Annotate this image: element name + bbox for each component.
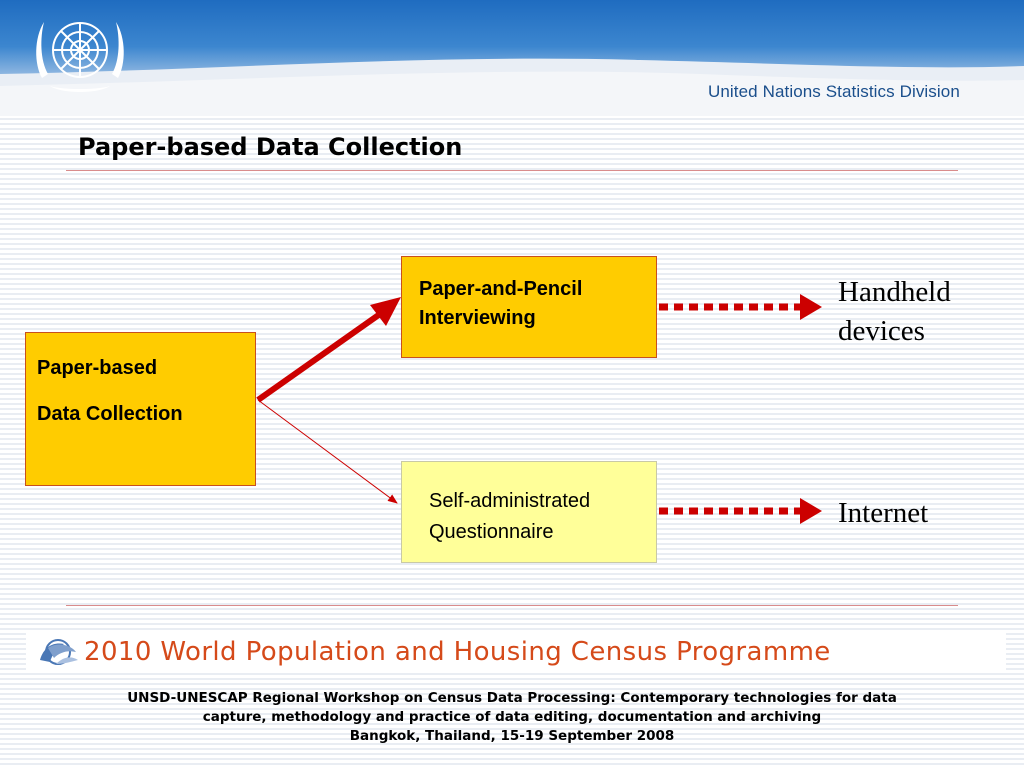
saq-label-line1: Self-administrated bbox=[429, 490, 591, 512]
handheld-line2: devices bbox=[838, 315, 925, 347]
arrow-to-papi bbox=[258, 297, 401, 400]
handheld-line1: Handheld bbox=[838, 276, 951, 308]
footer-divider bbox=[66, 605, 958, 606]
arrow-to-saq bbox=[258, 400, 397, 503]
saq-box bbox=[401, 461, 657, 563]
organization-name: United Nations Statistics Division bbox=[708, 82, 960, 101]
saq-label-line2: Questionnaire bbox=[429, 521, 554, 543]
census-programme-banner bbox=[26, 632, 1006, 672]
census-programme-logo-icon bbox=[34, 636, 82, 668]
footer-line1: UNSD-UNESCAP Regional Workshop on Census Data Processing: Contemporary technologies for data bbox=[127, 690, 897, 706]
papi-box bbox=[401, 256, 657, 358]
handheld-devices-label bbox=[838, 273, 951, 351]
data-collection-label: Data Collection bbox=[37, 403, 183, 425]
census-programme-title: 2010 World Population and Housing Census Programme bbox=[84, 637, 831, 667]
footer-line3: Bangkok, Thailand, 15-19 September 2008 bbox=[349, 728, 675, 744]
slide-title: Paper-based Data Collection bbox=[78, 133, 463, 161]
workshop-footer bbox=[0, 689, 1024, 746]
papi-label-line2: Interviewing bbox=[419, 307, 536, 329]
internet-label: Internet bbox=[838, 497, 929, 529]
dotted-arrow-to-internet bbox=[659, 498, 822, 524]
papi-label-line1: Paper-and-Pencil bbox=[419, 278, 583, 300]
footer-line2: capture, methodology and practice of data editing, documentation and archiving bbox=[202, 709, 822, 725]
dotted-arrow-to-handheld bbox=[659, 294, 822, 320]
paper-based-label: Paper-based bbox=[37, 357, 158, 379]
paper-based-collection-box bbox=[25, 332, 256, 486]
